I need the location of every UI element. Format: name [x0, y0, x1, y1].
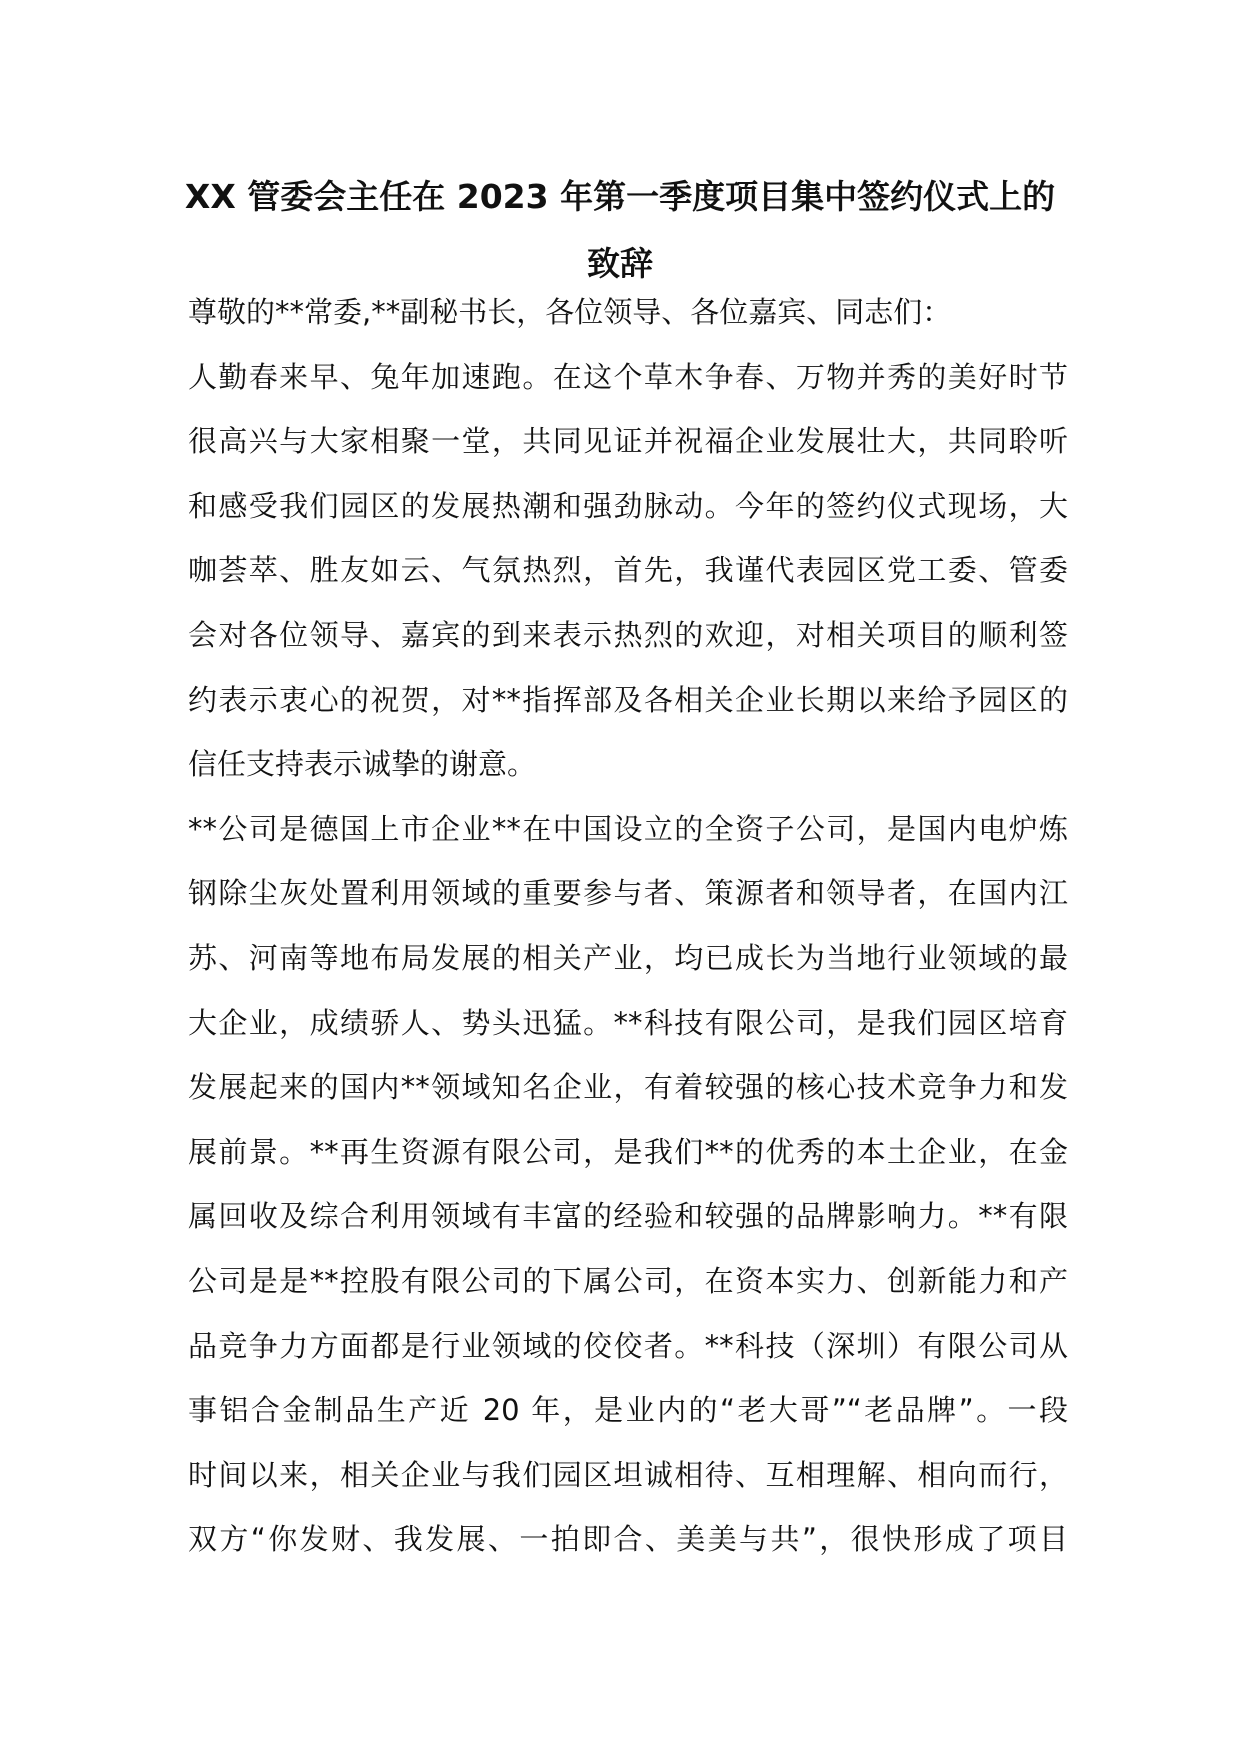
body-line: 双方“你发财、我发展、一拍即合、美美与共”，很快形成了项目: [188, 1522, 1068, 1557]
body-line: 很高兴与大家相聚一堂，共同见证并祝福企业发展壮大，共同聆听: [188, 424, 1068, 459]
salutation-line: 尊敬的**常委,**副秘书长，各位领导、各位嘉宾、同志们：: [188, 295, 952, 329]
body-line: 人勤春来早、兔年加速跑。在这个草木争春、万物并秀的美好时节: [188, 359, 1068, 394]
body-line: 钢除尘灰处置利用领域的重要参与者、策源者和领导者，在国内江: [188, 876, 1068, 911]
body-line-last: 信任支持表示诚挚的谢意。: [188, 747, 537, 782]
body-line: 发展起来的国内**领域知名企业，有着较强的核心技术竞争力和发: [188, 1070, 1068, 1105]
body-line: 展前景。**再生资源有限公司，是我们**的优秀的本土企业，在金: [188, 1134, 1068, 1169]
document-title-line-2: 致辞: [587, 244, 653, 283]
body-line: 大企业，成绩骄人、势头迅猛。**科技有限公司，是我们园区培育: [188, 1005, 1068, 1040]
body-line: **公司是德国上市企业**在中国设立的全资子公司，是国内电炉炼: [188, 811, 1068, 846]
body-line: 约表示衷心的祝贺，对**指挥部及各相关企业长期以来给予园区的: [188, 682, 1068, 717]
body-line: 品竞争力方面都是行业领域的佼佼者。**科技（深圳）有限公司从: [188, 1328, 1068, 1363]
body-line: 苏、河南等地布局发展的相关产业，均已成长为当地行业领域的最: [188, 940, 1068, 975]
body-line: 公司是是**控股有限公司的下属公司，在资本实力、创新能力和产: [188, 1263, 1068, 1298]
body-line: 时间以来，相关企业与我们园区坦诚相待、互相理解、相向而行，: [188, 1457, 1068, 1492]
body-line: 咖荟萃、胜友如云、气氛热烈，首先，我谨代表园区党工委、管委: [188, 553, 1068, 588]
body-line: 和感受我们园区的发展热潮和强劲脉动。今年的签约仪式现场，大: [188, 488, 1068, 523]
body-line: 事铝合金制品生产近 20 年，是业内的“老大哥”“老品牌”。一段: [188, 1393, 1068, 1428]
body-line: 属回收及综合利用领域有丰富的经验和较强的品牌影响力。**有限: [188, 1199, 1068, 1234]
document-body: [188, 280, 1068, 1572]
body-line: 会对各位领导、嘉宾的到来表示热烈的欢迎，对相关项目的顺利签: [188, 617, 1068, 652]
document-title-line-1: XX 管委会主任在 2023 年第一季度项目集中签约仪式上的: [184, 177, 1056, 216]
